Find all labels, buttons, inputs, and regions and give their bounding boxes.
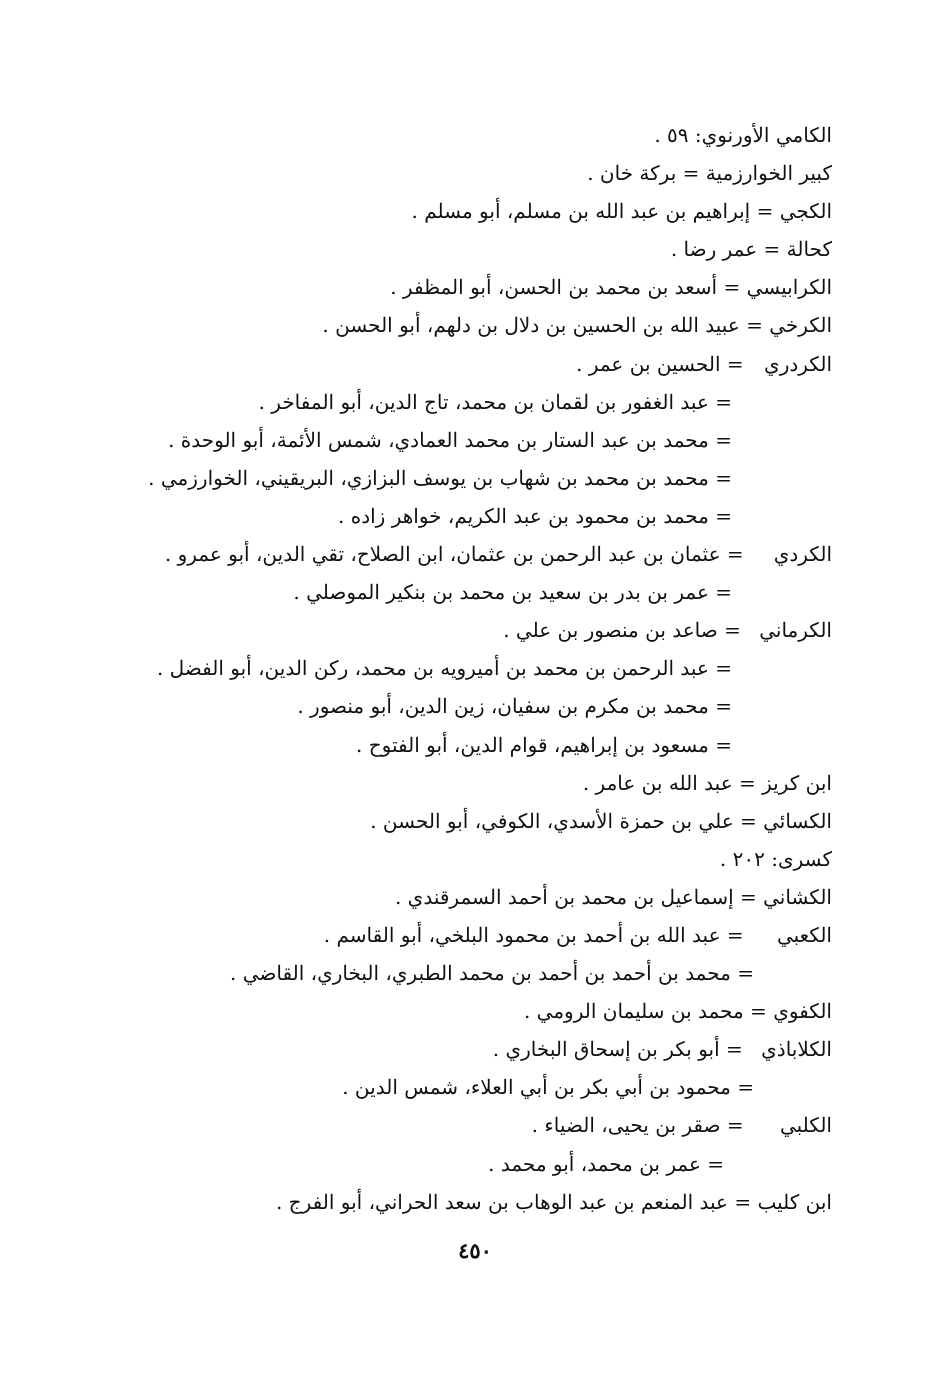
entry-value: = محمد بن سليمان الرومي . xyxy=(523,999,767,1024)
entry-key: ابن كريز xyxy=(762,770,832,795)
entry-value: = عبد الرحمن بن محمد بن أميرويه بن محمد، ركن الدين، أبو الفضل . xyxy=(156,656,732,681)
entry-key: كبير الخوارزمية xyxy=(705,161,832,186)
entry-value: = عبد الله بن عامر . xyxy=(582,770,756,795)
index-entry xyxy=(112,421,832,459)
entry-value: = عمر رضا . xyxy=(670,237,781,262)
entry-key: كسرى: xyxy=(771,846,832,871)
entry-value: = عبد الغفور بن لقمان بن محمد، تاج الدين، أبو المفاخر . xyxy=(258,389,732,414)
index-entry xyxy=(112,802,832,840)
entry-key: الكردري xyxy=(764,351,832,376)
entry-value: ٢٠٢ . xyxy=(719,846,765,871)
entry-key: الكجي xyxy=(779,199,832,224)
entry-key: الكرماني xyxy=(759,618,832,643)
index-entries xyxy=(112,116,832,1221)
entry-value: = إسماعيل بن محمد بن أحمد السمرقندي . xyxy=(394,884,757,909)
entry-key: الكفوي xyxy=(773,999,832,1024)
index-entry xyxy=(112,1106,832,1144)
entry-key: الكلبي xyxy=(779,1113,832,1138)
entry-value: = علي بن حمزة الأسدي، الكوفي، أبو الحسن . xyxy=(370,808,757,833)
entry-value: = الحسين بن عمر . xyxy=(576,351,744,376)
entry-value: = عبد الله بن أحمد بن محمود البلخي، أبو القاسم . xyxy=(323,922,744,947)
index-entry xyxy=(112,192,832,230)
index-entry xyxy=(112,954,832,992)
entry-value: = محمد بن محمد بن شهاب بن يوسف البزازي، البريقيني، الخوارزمي . xyxy=(148,465,732,490)
entry-value: = عبد المنعم بن عبد الوهاب بن سعد الحراني، أبو الفرج . xyxy=(275,1189,752,1214)
index-entry xyxy=(112,1145,832,1183)
entry-value: = صقر بن يحيى، الضياء . xyxy=(531,1113,744,1138)
entry-value: = محمد بن أحمد بن أحمد بن محمد الطبري، البخاري، القاضي . xyxy=(230,961,754,986)
entry-value: = محمد بن عبد الستار بن محمد العمادي، شمس الأئمة، أبو الوحدة . xyxy=(168,427,732,452)
index-entry xyxy=(112,840,832,878)
entry-key: الكردي xyxy=(773,542,832,567)
index-entry xyxy=(112,916,832,954)
entry-key: الكامي الأورنوي: xyxy=(694,123,832,147)
index-entry xyxy=(112,345,832,383)
entry-value: ٥٩ . xyxy=(654,123,689,147)
entry-key: الكلاباذي xyxy=(761,1037,832,1062)
index-entry xyxy=(112,1183,832,1221)
index-entry xyxy=(112,116,832,154)
index-entry xyxy=(112,154,832,192)
entry-value: = عمر بن محمد، أبو محمد . xyxy=(488,1151,724,1176)
index-entry xyxy=(112,1068,832,1106)
entry-value: = صاعد بن منصور بن علي . xyxy=(503,618,741,643)
index-entry xyxy=(112,878,832,916)
entry-value: = محمد بن محمود بن عبد الكريم، خواهر زاده . xyxy=(338,503,732,528)
entry-value: = عمر بن بدر بن سعيد بن محمد بن بنكير الموصلي . xyxy=(293,580,732,605)
entry-value: = أسعد بن محمد بن الحسن، أبو المظفر . xyxy=(390,275,741,300)
entry-value: = عثمان بن عبد الرحمن بن عثمان، ابن الصلاح، تقي الدين، أبو عمرو . xyxy=(164,542,744,567)
index-entry xyxy=(112,611,832,649)
entry-key: الكسائي xyxy=(763,808,832,833)
entry-key: الكعبي xyxy=(776,922,832,947)
index-entry xyxy=(112,726,832,764)
index-entry xyxy=(112,306,832,344)
entry-value: = إبراهيم بن عبد الله بن مسلم، أبو مسلم . xyxy=(411,199,774,224)
index-entry xyxy=(112,383,832,421)
entry-value: = مسعود بن إبراهيم، قوام الدين، أبو الفتوح . xyxy=(356,732,732,757)
entry-key: ابن كليب xyxy=(757,1189,832,1214)
index-entry xyxy=(112,535,832,573)
entry-value: = محمد بن مكرم بن سفيان، زين الدين، أبو منصور . xyxy=(297,694,732,719)
entry-value: = أبو بكر بن إسحاق البخاري . xyxy=(492,1037,743,1062)
index-entry xyxy=(112,764,832,802)
entry-key: الكرخي xyxy=(769,313,832,338)
page-number: ٤٥٠ xyxy=(458,1238,492,1263)
entry-key: الكرابيسي xyxy=(746,275,832,300)
index-entry xyxy=(112,649,832,687)
entry-value: = بركة خان . xyxy=(587,161,700,186)
index-entry xyxy=(112,459,832,497)
index-entry xyxy=(112,497,832,535)
entry-value: = عبيد الله بن الحسين بن دلال بن دلهم، أبو الحسن . xyxy=(322,313,763,338)
entry-key: كحالة xyxy=(786,237,832,262)
index-entry xyxy=(112,230,832,268)
entry-key: الكشاني xyxy=(763,884,832,909)
index-entry xyxy=(112,573,832,611)
index-entry xyxy=(112,268,832,306)
index-entry xyxy=(112,1030,832,1068)
entry-value: = محمود بن أبي بكر بن أبي العلاء، شمس الدين . xyxy=(342,1075,754,1100)
index-entry xyxy=(112,687,832,725)
index-entry xyxy=(112,992,832,1030)
